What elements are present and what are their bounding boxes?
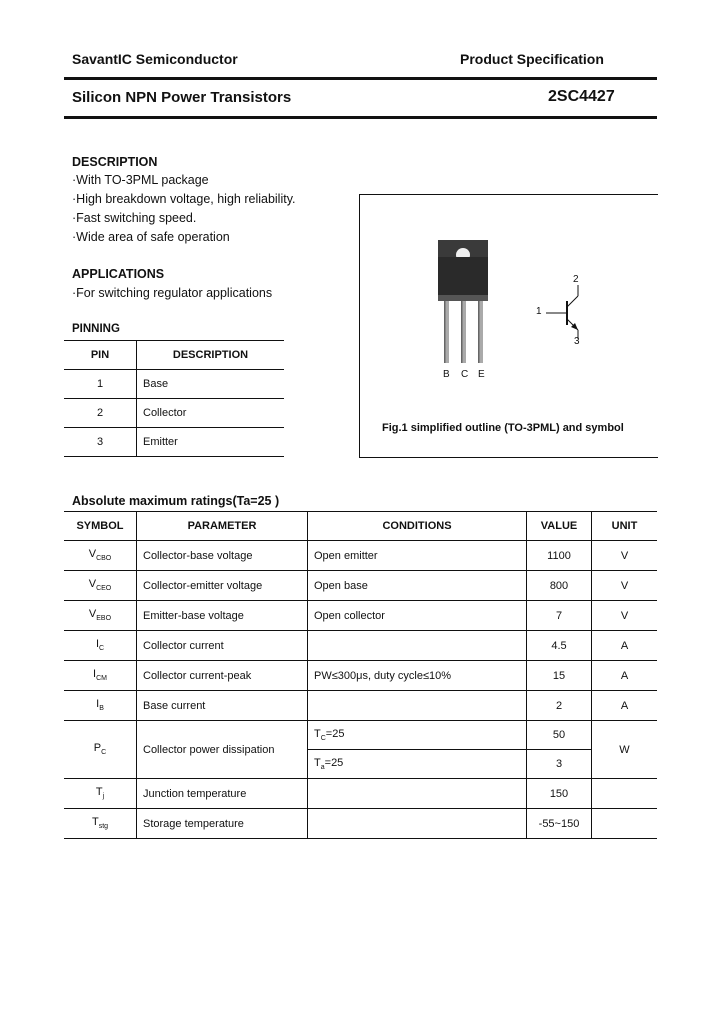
symbol-cell: $I_B$ [64, 691, 137, 721]
symbol-cell: $V_{CBO}$ [64, 541, 137, 571]
pin-description: Emitter [143, 436, 178, 448]
table-row [64, 721, 657, 750]
symbol-cell: $I_{CM}$ [64, 661, 137, 691]
pin-description: Base [143, 378, 169, 390]
unit-cell [592, 779, 658, 809]
parameter-cell: Collector-emitter voltage [137, 571, 308, 601]
symbol-label-2: 2 [573, 274, 579, 285]
part-number: 2SC4427 [548, 88, 615, 105]
conditions-cell: PW≤300μs, duty cycle≤10% [308, 661, 527, 691]
value-header: VALUE [527, 512, 592, 541]
description-item: ·Wide area of safe operation [72, 230, 230, 244]
value-cell: 15 [527, 661, 592, 691]
pin-desc-header: DESCRIPTION [172, 349, 249, 361]
header-rule-top [64, 77, 657, 80]
table-row [64, 399, 284, 428]
value-cell: 1100 [527, 541, 592, 571]
lead-label-e: E [478, 369, 485, 380]
ratings-table [64, 511, 657, 839]
value-cell: 50 [527, 721, 592, 750]
applications-item: ·For switching regulator applications [72, 286, 273, 300]
table-header-row [64, 512, 657, 541]
description-item: ·With TO-3PML package [72, 173, 209, 187]
symbol-cell: $T_{stg}$ [64, 809, 137, 839]
symbol-cell: $V_{CEO}$ [64, 571, 137, 601]
value-cell: 2 [527, 691, 592, 721]
figure-box [359, 194, 658, 458]
table-row [64, 601, 657, 631]
unit-cell: W [619, 743, 630, 756]
table-row [64, 370, 284, 399]
description-title: DESCRIPTION [72, 155, 158, 169]
conditions-cell: Open collector [308, 601, 527, 631]
symbol-label-3: 3 [574, 336, 580, 347]
symbol-cell: $T_j$ [64, 779, 137, 809]
conditions-header: CONDITIONS [308, 512, 527, 541]
parameter-cell: Base current [137, 691, 308, 721]
parameter-cell: Collector current-peak [137, 661, 308, 691]
pinning-table [64, 340, 284, 457]
package-outline-image [360, 195, 658, 457]
pin-number: 1 [64, 370, 137, 399]
symbol-cell: $I_C$ [64, 631, 137, 661]
unit-cell: A [620, 639, 629, 652]
parameter-cell: Collector-base voltage [137, 541, 308, 571]
value-cell: 7 [527, 601, 592, 631]
pin-header: PIN [64, 341, 137, 370]
product-line: Silicon NPN Power Transistors [72, 89, 292, 106]
company-name: SavantIC Semiconductor [72, 51, 238, 67]
lead-label-c: C [461, 369, 469, 380]
conditions-cell: $T_a=25$ [308, 750, 527, 779]
applications-title: APPLICATIONS [72, 267, 165, 281]
unit-cell: V [620, 609, 629, 622]
doc-type: Product Specification [460, 51, 604, 67]
conditions-cell: $T_C=25$ [308, 721, 527, 750]
parameter-cell: Collector power dissipation [137, 721, 308, 779]
pin-number: 3 [64, 428, 137, 457]
value-cell: 4.5 [527, 631, 592, 661]
parameter-cell: Collector current [137, 631, 308, 661]
value-cell: 3 [527, 750, 592, 779]
symbol-header: SYMBOL [64, 512, 137, 541]
symbol-cell: $V_{EBO}$ [64, 601, 137, 631]
table-row [64, 661, 657, 691]
unit-cell: A [620, 699, 629, 712]
ratings-title: Absolute maximum ratings(Ta=25 ) [72, 494, 280, 508]
unit-cell: V [620, 549, 629, 562]
table-row [64, 428, 284, 457]
conditions-cell [308, 691, 527, 721]
conditions-cell [308, 631, 527, 661]
lead-label-b: B [443, 369, 450, 380]
value-cell: 800 [527, 571, 592, 601]
parameter-cell: Storage temperature [137, 809, 308, 839]
conditions-cell [308, 809, 527, 839]
description-list [72, 171, 296, 247]
symbol-label-1: 1 [536, 306, 542, 317]
parameter-header: PARAMETER [137, 512, 308, 541]
parameter-cell: Emitter-base voltage [137, 601, 308, 631]
pin-description: Collector [143, 407, 187, 419]
unit-header: UNIT [611, 520, 638, 532]
description-item: ·Fast switching speed. [72, 211, 197, 225]
table-row [64, 809, 657, 839]
unit-cell [592, 809, 658, 839]
value-cell: -55~150 [527, 809, 592, 839]
table-row [64, 779, 657, 809]
description-item: ·High breakdown voltage, high reliability. [72, 192, 296, 206]
pinning-title: PINNING [72, 323, 120, 335]
table-row [64, 691, 657, 721]
pin-number: 2 [64, 399, 137, 428]
table-row [64, 631, 657, 661]
header-rule-bottom [64, 116, 657, 119]
parameter-cell: Junction temperature [137, 779, 308, 809]
unit-cell: A [620, 669, 629, 682]
unit-cell: V [620, 579, 629, 592]
table-row [64, 541, 657, 571]
figure-caption: Fig.1 simplified outline (TO-3PML) and symbol [382, 422, 624, 434]
conditions-cell: Open emitter [308, 541, 527, 571]
table-row [64, 571, 657, 601]
value-cell: 150 [527, 779, 592, 809]
conditions-cell [308, 779, 527, 809]
conditions-cell: Open base [308, 571, 527, 601]
symbol-cell: $P_C$ [64, 721, 137, 779]
